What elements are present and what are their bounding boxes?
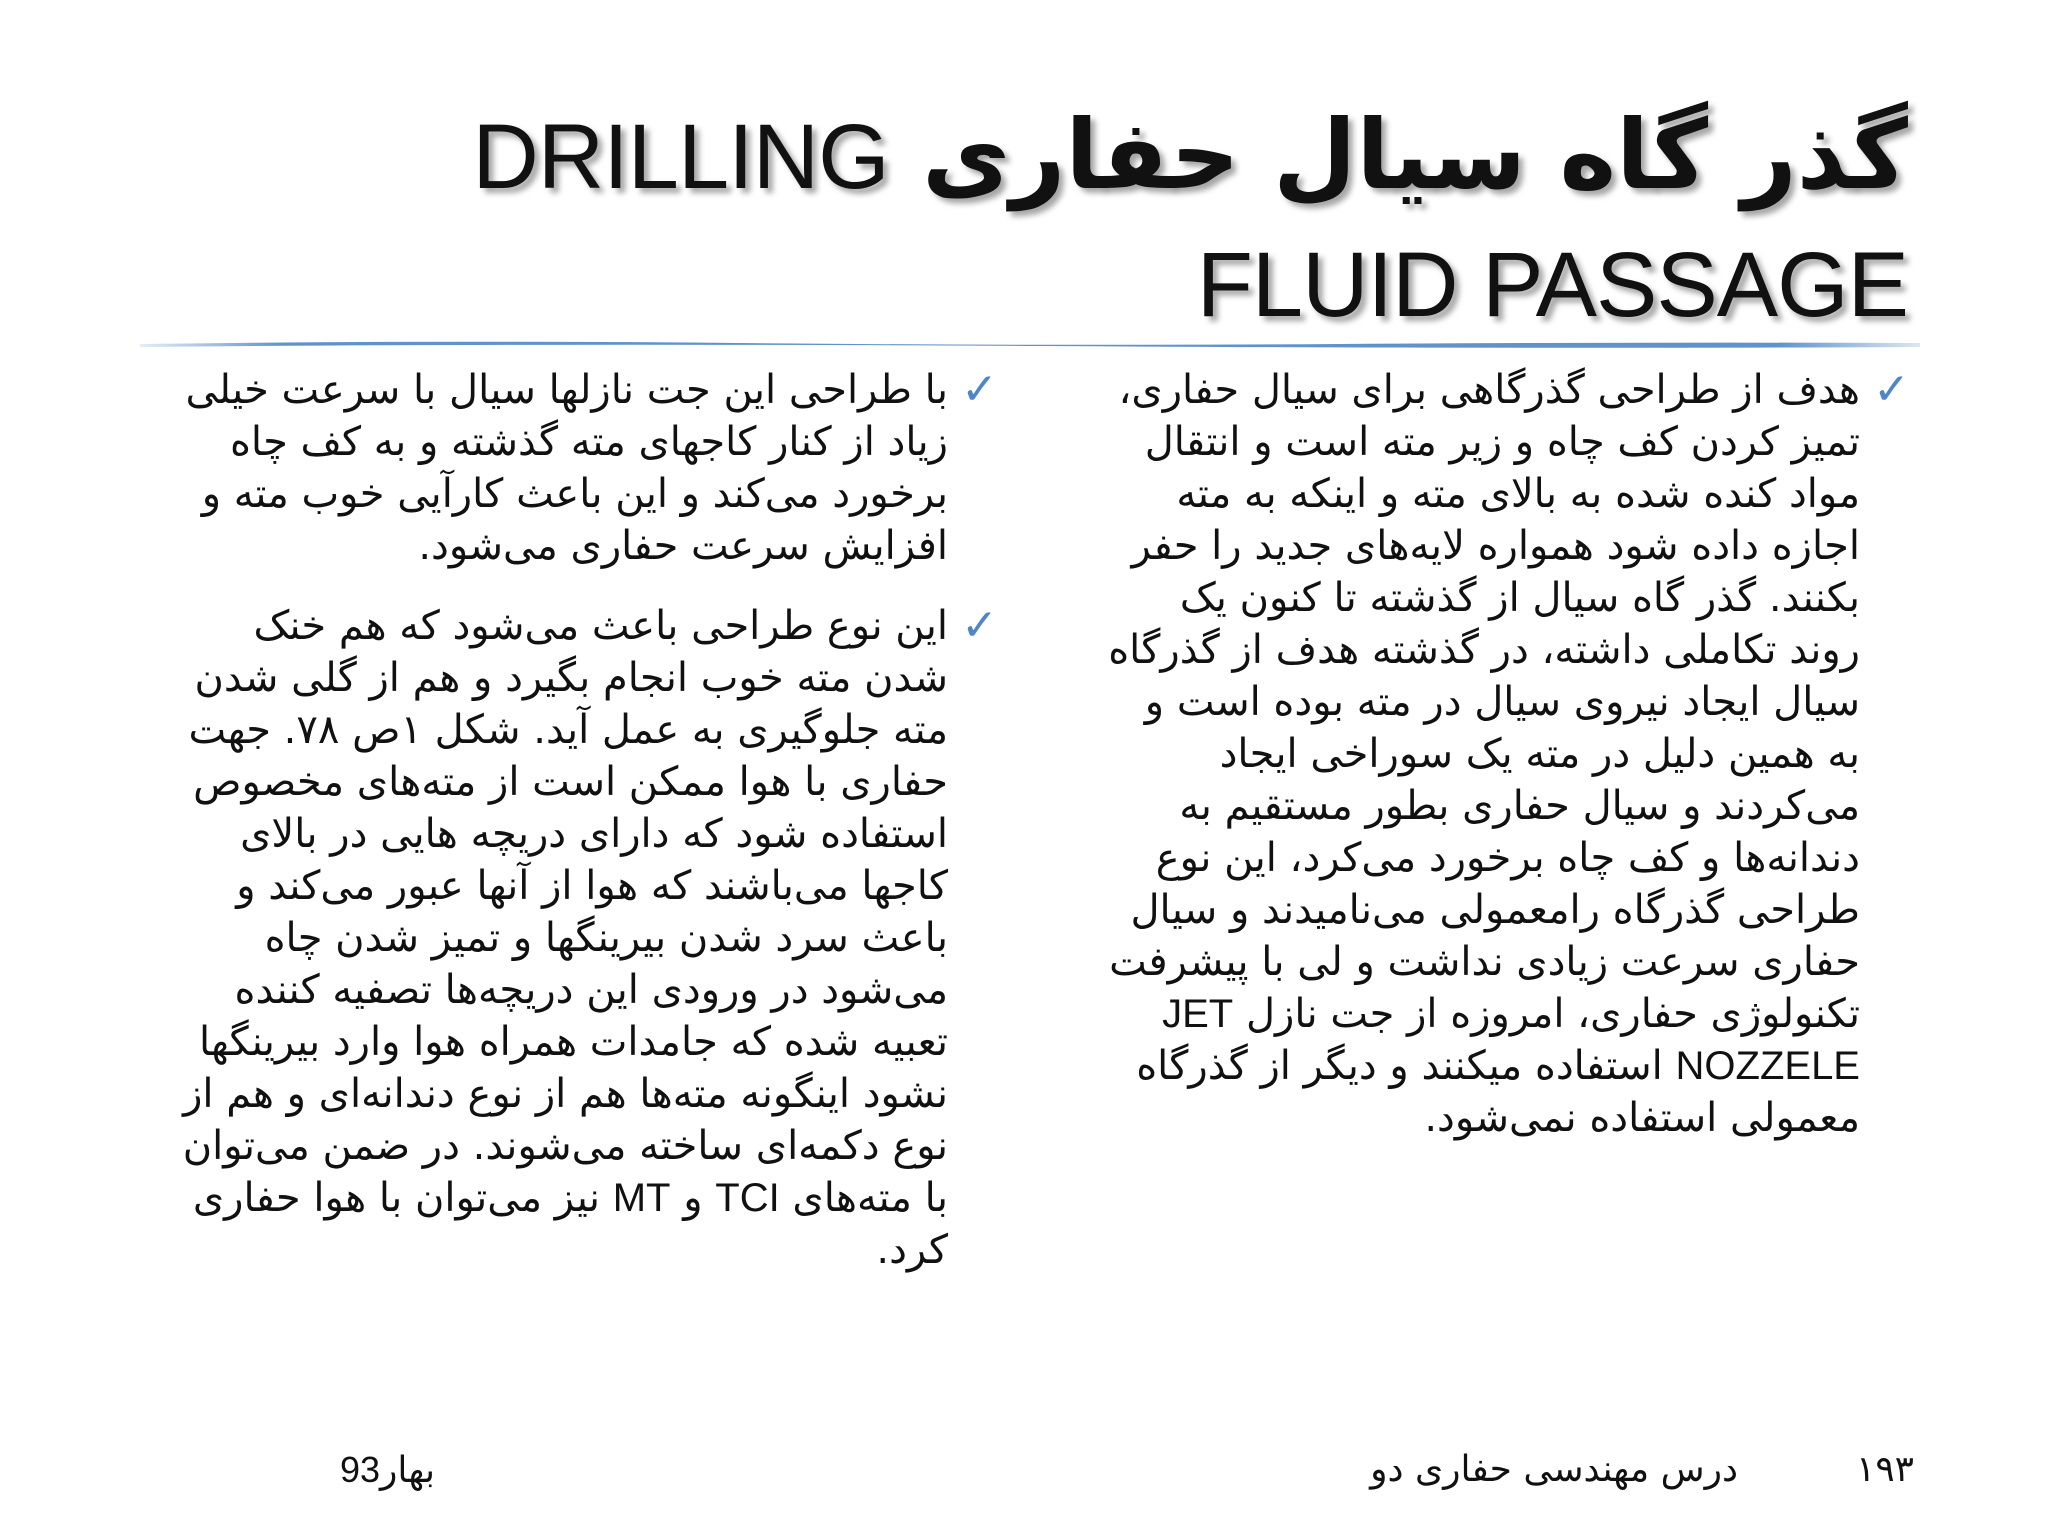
- title-divider: [140, 338, 1920, 350]
- season-name: بهار: [380, 1450, 436, 1491]
- season-year: 93: [340, 1449, 381, 1490]
- bullet-text: و: [683, 1175, 703, 1221]
- bullet-text: نیز می‌توان با هوا حفاری کرد.: [192, 1175, 948, 1273]
- bullet-text: این نوع طراحی باعث می‌شود که هم خنک شدن مته خوب انجام بگیرد و هم از گلی شدن مته جلوگیری به عمل آید. شکل ۱ص ۷۸. جهت حفاری با هوا ممکن است از مته‌های مخصوص استفاده شود که دارای دریچه هایی در بالای کاجها می‌باشند که هوا از آنها عبور می‌کند و باعث سرد شدن بیرینگها و تمیز شدن چاه می‌شود در ورودی این دریچه‌ها تصفیه کننده تعبیه شده که جامدات همراه هوا وارد بیرینگها نشود اینگونه مته‌ها هم از نوع دندانه‌ای و هم از نوع دکمه‌ای ساخته می‌شوند. در ضمن می‌توان با مته‌های: [182, 603, 948, 1221]
- bullet-item: [1100, 364, 1910, 1144]
- check-icon: ✓: [961, 600, 998, 651]
- bullet-text: هدف از طراحی گذرگاهی برای سیال حفاری، تمیز کردن کف چاه و زیر مته است و انتقال مواد کنده شده به بالای مته و اینکه به مته اجازه داده شود همواره لایه‌های جدید را حفر بکنند. گذر گاه سیال از گذشته تا کنون یک روند تکاملی داشته، در گذشته هدف از گذرگاه سیال ایجاد نیروی سیال در مته بوده است و به همین دلیل در مته یک سوراخی ایجاد می‌کردند و سیال حفاری بطور مستقیم به دندانه‌ها و کف چاه برخورد می‌کرد، این نوع طراحی گذرگاه رامعمولی می‌نامیدند و سیال حفاری سرعت زیادی نداشت و لی با پیشرفت تکنولوژی حفاری، امروزه از جت نازل: [1108, 367, 1860, 1037]
- course-name: درس مهندسی حفاری دو: [1370, 1449, 1738, 1490]
- check-icon: ✓: [1873, 364, 1910, 415]
- page-number: ۱۹۳: [1855, 1449, 1914, 1490]
- bullet-item: [168, 600, 998, 1276]
- bullet-text: با طراحی این جت نازلها سیال با سرعت خیلی زیاد از کنار کاجهای مته گذشته و به کف چاه برخورد می‌کند و این باعث کارآیی خوب مته و افزایش سرعت حفاری می‌شود.: [185, 367, 948, 569]
- right-column: [1100, 364, 1910, 1172]
- bullet-english-term: JET NOZZELE: [1162, 992, 1860, 1088]
- season-label: [340, 1448, 435, 1493]
- bullet-item: [168, 364, 998, 572]
- left-column: [168, 364, 998, 1304]
- check-icon: ✓: [961, 364, 998, 415]
- slide-title: [188, 92, 1908, 348]
- title-persian: گذر گاه سیال حفاری: [922, 99, 1908, 211]
- bullet-text: استفاده میکنند و دیگر از گذرگاه معمولی استفاده نمی‌شود.: [1136, 1043, 1860, 1141]
- bullet-english-term: TCI: [715, 1176, 780, 1220]
- title-english: DRILLING FLUID PASSAGE: [472, 106, 1908, 336]
- bullet-english-term: MT: [612, 1176, 671, 1220]
